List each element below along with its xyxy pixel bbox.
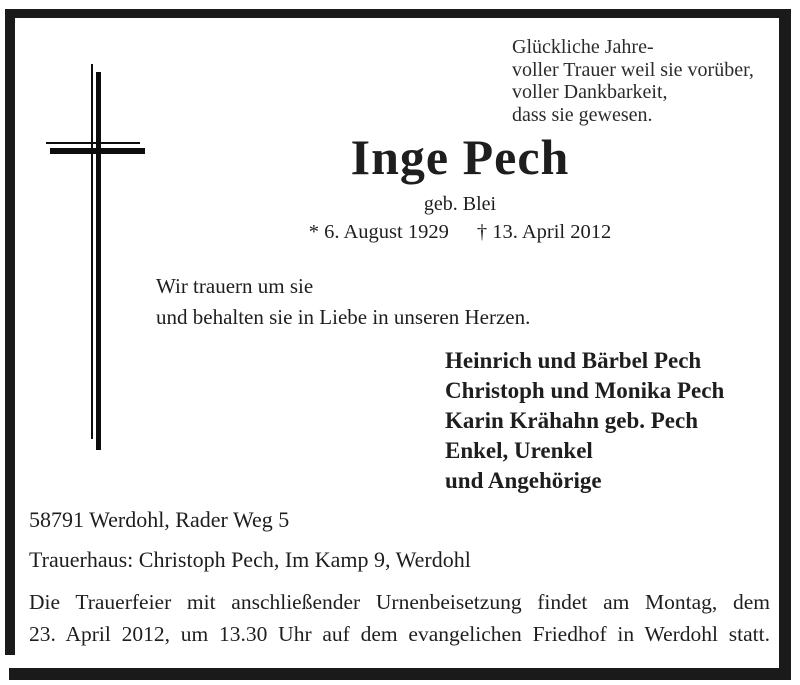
- mourning-line: Wir trauern um sie: [156, 274, 314, 298]
- residence-address: 58791 Werdohl, Rader Weg 5: [29, 507, 290, 532]
- family-list: [445, 346, 724, 496]
- birth-date: * 6. August 1929: [308, 221, 449, 243]
- family-line: Enkel, Urenkel: [445, 438, 593, 463]
- family-line: Karin Krähahn geb. Pech: [445, 408, 699, 433]
- mourning-house-address: Trauerhaus: Christoph Pech, Im Kamp 9, Werdohl: [29, 547, 471, 572]
- family-line: Christoph und Monika Pech: [445, 378, 725, 403]
- cross-horizontal-thick-stroke: [50, 148, 145, 154]
- family-line: und Angehörige: [445, 468, 602, 493]
- funeral-announcement-line: 23. April 2012, um 13.30 Uhr auf dem evangelichen Friedhof in Werdohl statt.: [29, 622, 770, 646]
- frame-border-right: [779, 9, 791, 680]
- mourning-statement: [156, 271, 530, 332]
- deceased-name: Inge Pech: [350, 129, 570, 185]
- frame-border-left: [5, 9, 15, 655]
- cross-vertical-thin-stroke: [91, 64, 93, 439]
- cross-horizontal-thin-stroke: [46, 142, 140, 144]
- verse-line: dass sie gewesen.: [512, 103, 653, 126]
- life-dates: [150, 221, 770, 244]
- funeral-announcement: [29, 586, 770, 650]
- death-date: † 13. April 2012: [476, 221, 612, 243]
- verse-line: voller Dankbarkeit,: [512, 81, 668, 103]
- frame-border-top: [6, 9, 791, 18]
- mourning-line: und behalten sie in Liebe in unseren Herzen.: [156, 304, 531, 329]
- deceased-maiden-name: geb. Blei: [423, 193, 497, 215]
- memorial-verse: [512, 36, 754, 126]
- cross-vertical-thick-stroke: [96, 72, 101, 450]
- verse-line: Glückliche Jahre-: [512, 36, 654, 58]
- frame-border-bottom: [9, 668, 791, 680]
- funeral-announcement-line: Die Trauerfeier mit anschließender Urnenbeisetzung findet am Montag, dem: [29, 590, 770, 614]
- verse-line: voller Trauer weil sie vorüber,: [512, 58, 754, 81]
- family-line: Heinrich und Bärbel Pech: [445, 348, 702, 373]
